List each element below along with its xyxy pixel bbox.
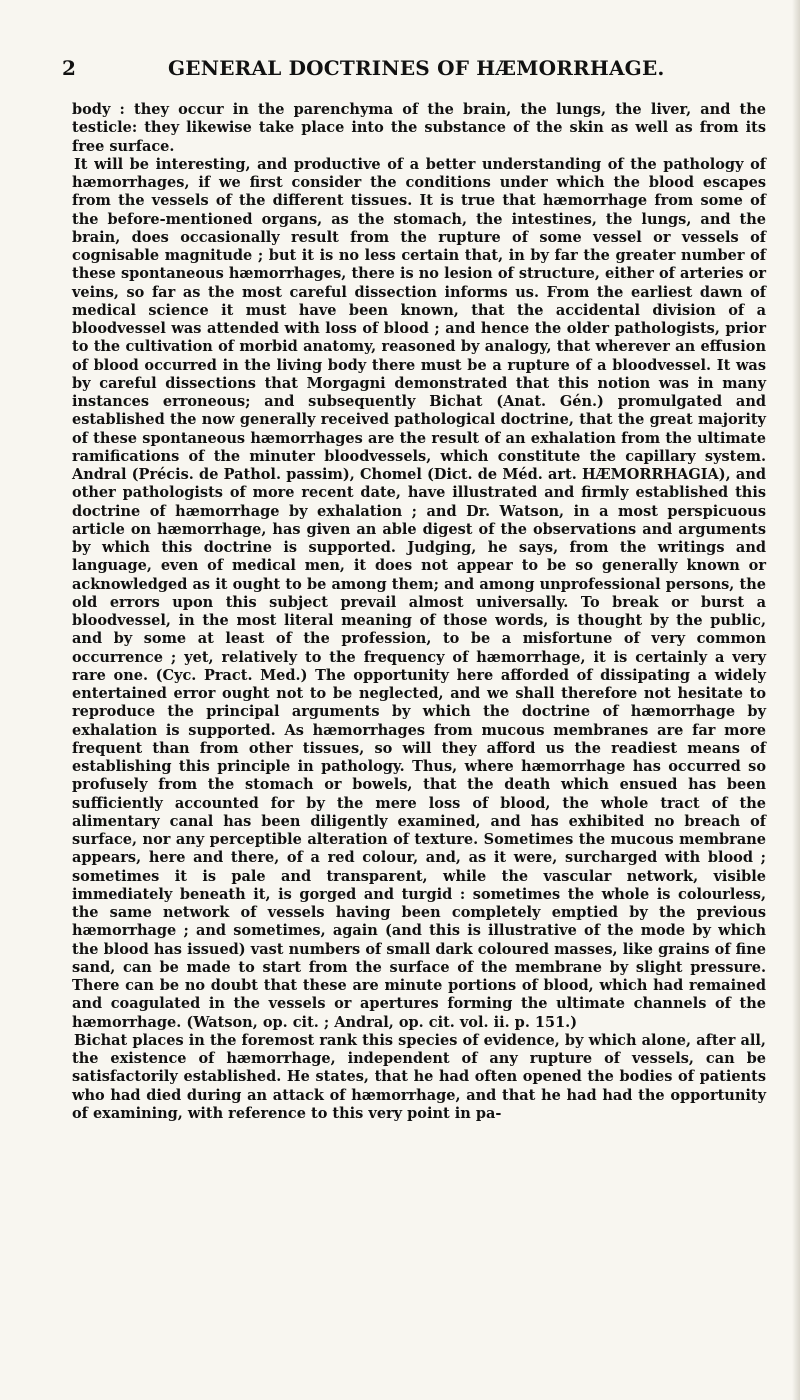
running-head [62,56,762,86]
paragraph-2: It will be interesting, and productive of a better understanding of the pathology of hæmorrhages, if we first consider the conditions under which the blood escapes from the vessels of the different tissues. It is true that hæmorrhage from some of the before-mentioned organs, as the stomach, the intestines, the lungs, and the brain, does occasionally result from the rupture of some vessel or vessels of cognisable magnitude ; but it is no less certain that, in by far the greater number of these spontaneous hæmorrhages, there is no lesion of structure, either of arteries or veins, so far as the most careful dissection informs us. From the earliest dawn of medical science it must have been known, that the accidental division of a bloodvessel was attended with loss of blood ; and hence the older pathologists, prior to the cultivation of morbid anatomy, reasoned by analogy, that wherever an effusion of blood occurred in the living body there must be a rupture of a bloodvessel. It was by careful dissections that Morgagni demonstrated that this notion was in many instances erroneous; and subsequently Bichat (Anat. Gén.) promulgated and established the now generally received pathological doctrine, that the great majority of these spontaneous hæmorrhages are the result of an exhalation from the ultimate ramifications of the minuter bloodvessels, which constitute the capillary system. Andral (Précis. de Pathol. passim), Chomel (Dict. de Méd. art. HÆMORRHAGIA), and other pathologists of more recent date, have illustrated and firmly established this doctrine of hæmorrhage by exhalation ; and Dr. Watson, in a most perspicuous article on hæmorrhage, has given an able digest of the observations and arguments by which this doctrine is supported. Judging, he says, from the writings and language, even of medical men, it does not appear to be so generally known or acknowledged as it ought to be among them; and among unprofessional persons, the old errors upon this subject prevail almost universally. To break or burst a bloodvessel, in the most literal meaning of those words, is thought by the public, and by some at least of the profession, to be a misfortune of very common occurrence ; yet, relatively to the frequency of hæmorrhage, it is certainly a very rare one. (Cyc. Pract. Med.) The opportunity here afforded of dissipating a widely entertained error ought not to be neglected, and we shall therefore not hesitate to reproduce the principal arguments by which the doctrine of hæmorrhage by exhalation is supported. As hæmorrhages from mucous membranes are far more frequent than from other tissues, so will they afford us the readiest means of establishing this principle in pathology. Thus, where hæmorrhage has occurred so profusely from the stomach or bowels, that the death which ensued has been sufficiently accounted for by the mere loss of blood, the whole tract of the alimentary canal has been diligently examined, and has exhibited no breach of surface, nor any perceptible alteration of texture. Sometimes the mucous membrane appears, here and there, of a red colour, and, as it were, surcharged with blood ; sometimes it is pale and transparent, while the vascular network, visible immediately beneath it, is gorged and turgid : sometimes the whole is colourless, the same network of vessels having been completely emptied by the previous hæmorrhage ; and sometimes, again (and this is illustrative of the mode by which the blood has issued) vast numbers of small dark coloured masses, like grains of fine sand, can be made to start from the surface of the membrane by slight pressure. There can be no doubt that these are minute portions of blood, which had remained and coagulated in the vessels or apertures forming the ultimate channels of the hæmorrhage. (Watson, op. cit. ; Andral, op. cit. vol. ii. p. 151.) [72,155,766,1031]
page-title: GENERAL DOCTRINES OF HÆMORRHAGE. [168,56,665,80]
body-text [72,101,766,1123]
page-edge-shadow [792,0,800,1400]
paragraph-3: Bichat places in the foremost rank this species of evidence, by which alone, after all, the existence of hæmorrhage, independent of any rupture of vessels, can be satisfactorily established. He states, that he had often opened the bodies of patients who had died during an attack of hæmorrhage, and that he had had the opportunity of examining, with reference to this very point in pa- [72,1031,766,1122]
page-number: 2 [62,56,77,80]
paragraph-1: body : they occur in the parenchyma of the brain, the lungs, the liver, and the testicle: they likewise take place into the substance of the skin as well as from its free surface. [72,101,766,155]
